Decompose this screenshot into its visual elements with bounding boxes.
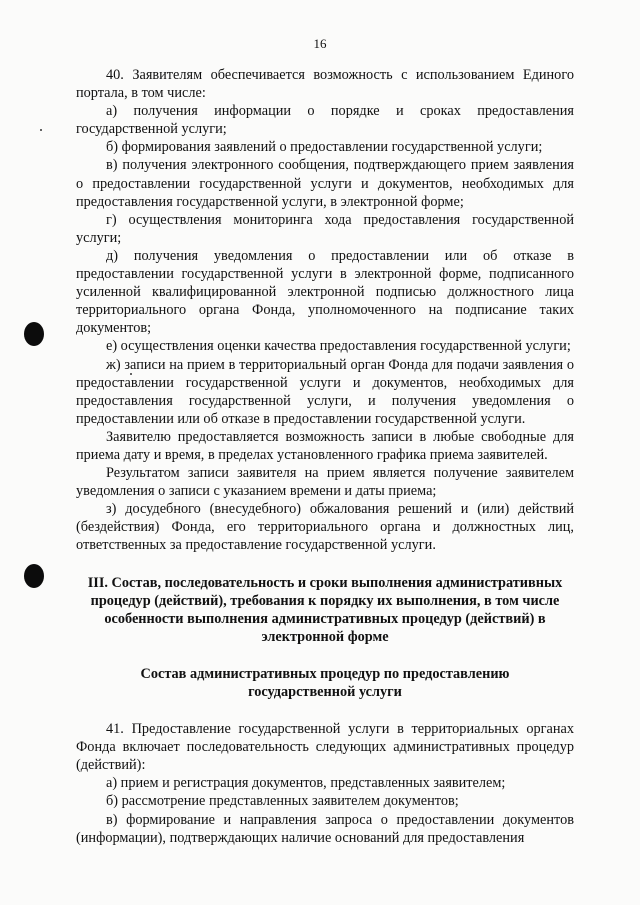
- section-heading: III. Состав, последовательность и сроки выполнения административных процедур (действий), требования к порядку их выполнения, в том числе особенности выполнения административных процедур (действий) в электронной форме: [87, 574, 563, 645]
- list-item-z: з) досудебного (внесудебного) обжалования решений и (или) действий (бездействия) Фонда, его территориального органа и должностных лиц, ответственных за предоставление государственной услуги.: [76, 501, 574, 554]
- punch-hole-top: [24, 322, 44, 346]
- list-item-v: в) получения электронного сообщения, подтверждающего прием заявления о предоставлении государственной услуги и документов, необходимых для предоставления государственной услуги, в электронной форме;: [76, 157, 574, 210]
- list-item-zh: ж) записи на прием в территориальный орган Фонда для подачи заявления о предоставлении государственной услуги и документов, необходимых для предоставления государственной услуги, и получения уведомления о предоставлении или об отказе в предоставлении государственной услуги.: [76, 356, 574, 427]
- procedure-item-a: а) прием и регистрация документов, представленных заявителем;: [106, 775, 506, 792]
- procedure-item-b: б) рассмотрение представленных заявителем документов;: [106, 793, 459, 810]
- paragraph-41: 41. Предоставление государственной услуги в территориальных органах Фонда включает последовательность следующих административных процедур (действий):: [76, 721, 574, 774]
- subsection-heading: Состав административных процедур по предоставлению государственной услуги: [140, 665, 510, 700]
- paragraph-appointment-result: Результатом записи заявителя на прием является получение заявителем уведомления о записи с указанием времени и даты приема;: [76, 465, 574, 500]
- list-item-a: а) получения информации о порядке и сроках предоставления государственной услуги;: [76, 103, 574, 138]
- list-item-d: д) получения уведомления о предоставлении или об отказе в предоставлении государственной услуги в электронной форме, подписанного усиленной квалифицированной электронной подписью должностного лица территориального органа Фонда, уполномоченного на подписание таких документов;: [76, 247, 574, 337]
- list-item-g: г) осуществления мониторинга хода предоставления государственной услуги;: [76, 211, 574, 246]
- scan-speck: [40, 129, 42, 131]
- procedure-item-v: в) формирование и направления запроса о предоставлении документов (информации), подтверждающих наличие оснований для предоставления: [76, 811, 574, 846]
- list-item-e: е) осуществления оценки качества предоставления государственной услуги;: [106, 338, 571, 355]
- punch-hole-bottom: [24, 564, 44, 588]
- page-number: 16: [313, 36, 327, 51]
- paragraph-40: 40. Заявителям обеспечивается возможность с использованием Единого портала, в том числе:: [76, 67, 574, 102]
- paragraph-appointment: Заявителю предоставляется возможность записи в любые свободные для приема дату и время, в пределах установленного графика приема заявителей.: [76, 428, 574, 463]
- document-body: [76, 66, 574, 847]
- list-item-b: б) формирования заявлений о предоставлении государственной услуги;: [106, 139, 543, 156]
